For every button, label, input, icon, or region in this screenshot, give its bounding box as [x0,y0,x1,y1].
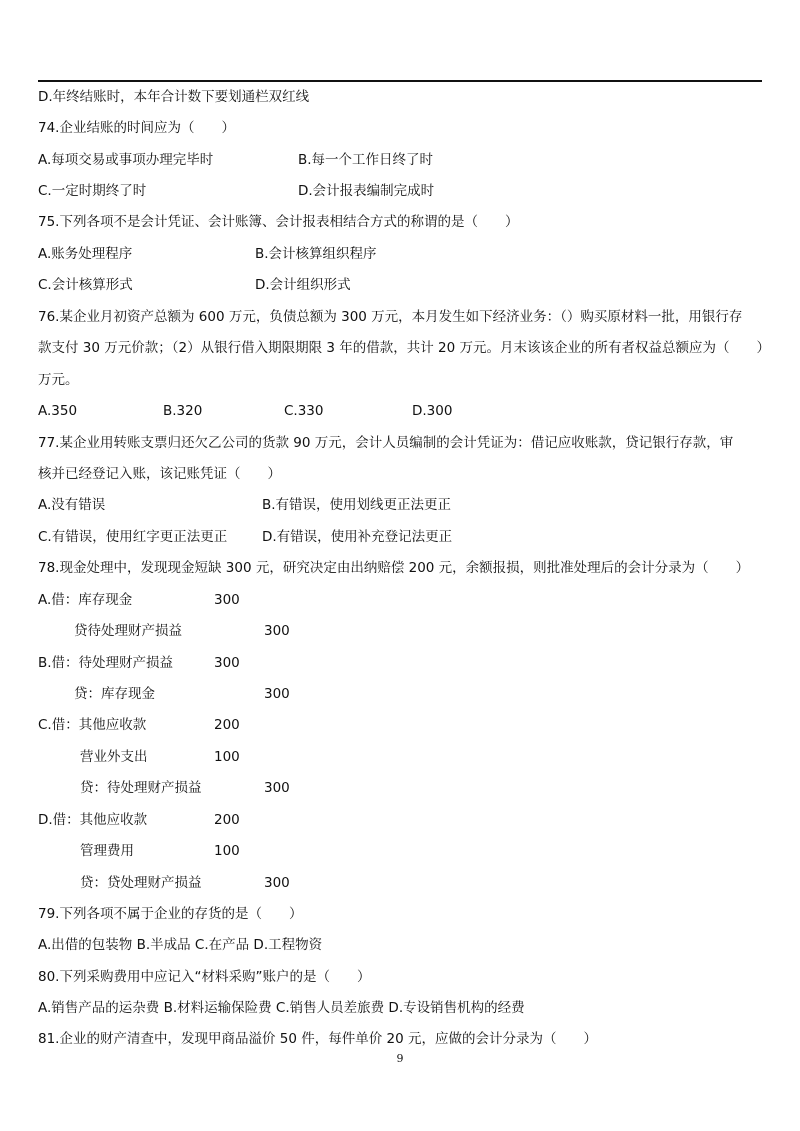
q79-stem: 79.下列各项不属于企业的存货的是（ ） [38,906,303,922]
q78-c-debit1-row [38,716,240,734]
q77-stem-line1: 77.某企业用转账支票归还欠乙公司的货款 90 万元，会计人员编制的会计凭证为：借记应收账款，贷记银行存款，审 [38,435,734,451]
q78-a-debit-amount: 300 [214,592,240,608]
q77-options-row1 [38,496,452,514]
q75-option-a: A.账务处理程序 [38,246,133,262]
q74-option-c: C.一定时期终了时 [38,183,147,199]
q78-b-credit-row [38,685,290,703]
q76-stem-line2: 款支付 30 万元价款；（2）从银行借入期限期限 3 年的借款，共计 20 万元。月末该该企业的所有者权益总额应为（ ） [38,340,771,356]
q78-d-debit2-amount: 100 [214,843,240,859]
q78-c-debit2-row [38,748,240,766]
q76-option-d: D.300 [412,403,453,419]
q81-stem: 81.企业的财产清查中，发现甲商品溢价 50 件，每件单价 20 元，应做的会计分录为（ ） [38,1031,597,1047]
q78-c-debit1: C.借：其他应收款 [38,717,147,733]
q79-options: A.出借的包装物 B.半成品 C.在产品 D.工程物资 [38,937,323,953]
q73-option-d: D.年终结账时，本年合计数下要划通栏双红线 [38,89,310,105]
q78-a-credit-amount: 300 [264,623,290,639]
q76-option-c: C.330 [284,403,324,419]
q74-options-row1 [38,151,434,169]
q78-d-credit-amount: 300 [264,875,290,891]
q78-b-debit-amount: 300 [214,655,240,671]
q77-option-d: D.有错误，使用补充登记法更正 [262,529,453,545]
q78-d-debit2: 管理费用 [80,843,134,859]
q78-c-debit2-amount: 100 [214,749,240,765]
q77-option-a: A.没有错误 [38,497,106,513]
page-number: 9 [396,1052,404,1065]
q78-b-credit: 贷：库存现金 [74,686,155,702]
q78-b-debit-row [38,654,240,672]
q75-options-row2 [38,276,351,294]
q78-b-credit-amount: 300 [264,686,290,702]
q78-a-credit-row [38,622,290,640]
q78-c-debit1-amount: 200 [214,717,240,733]
q78-c-credit-row [38,779,290,797]
q76-stem-line1: 76.某企业月初资产总额为 600 万元，负债总额为 300 万元，本月发生如下经济业务：（）购买原材料一批，用银行存 [38,309,743,325]
q78-c-debit2: 营业外支出 [80,749,148,765]
q75-option-d: D.会计组织形式 [255,277,351,293]
q75-stem: 75.下列各项不是会计凭证、会计账簿、会计报表相结合方式的称谓的是（ ） [38,214,519,230]
q74-options-row2 [38,182,435,200]
q78-a-debit-row [38,591,240,609]
q77-option-b: B.有错误，使用划线更正法更正 [262,497,452,513]
q77-option-c: C.有错误，使用红字更正法更正 [38,529,228,545]
q74-stem: 74.企业结账的时间应为（ ） [38,120,235,136]
q76-options [38,402,453,420]
top-rule [38,80,762,82]
q80-stem: 80.下列采购费用中应记入“材料采购”账户的是（ ） [38,969,371,985]
q75-option-b: B.会计核算组织程序 [255,246,377,262]
q78-d-debit1-row [38,811,240,829]
q77-stem-line2: 核并已经登记入账，该记账凭证（ ） [38,466,281,482]
q78-c-credit-amount: 300 [264,780,290,796]
q78-a-credit: 贷待处理财产损益 [74,623,182,639]
q78-stem: 78.现金处理中，发现现金短缺 300 元，研究决定由出纳赔偿 200 元，余额报损，则批准处理后的会计分录为（ ） [38,560,750,576]
q80-options: A.销售产品的运杂费 B.材料运输保险费 C.销售人员差旅费 D.专设销售机构的经费 [38,1000,525,1016]
q78-d-debit2-row [38,842,240,860]
q78-b-debit: B.借：待处理财产损益 [38,655,174,671]
q78-c-credit: 贷：待处理财产损益 [80,780,202,796]
q78-d-debit1-amount: 200 [214,812,240,828]
q78-d-debit1: D.借：其他应收款 [38,812,148,828]
q76-option-b: B.320 [163,403,203,419]
q76-stem-line3: 万元。 [38,372,79,388]
q75-options-row1 [38,245,377,263]
q74-option-d: D.会计报表编制完成时 [298,183,435,199]
q75-option-c: C.会计核算形式 [38,277,133,293]
q78-a-debit: A.借：库存现金 [38,592,133,608]
q74-option-b: B.每一个工作日终了时 [298,152,434,168]
q76-option-a: A.350 [38,403,78,419]
q78-d-credit-row [38,874,290,892]
q77-options-row2 [38,528,453,546]
q74-option-a: A.每项交易或事项办理完毕时 [38,152,214,168]
q78-d-credit: 贷：贷处理财产损益 [80,875,202,891]
